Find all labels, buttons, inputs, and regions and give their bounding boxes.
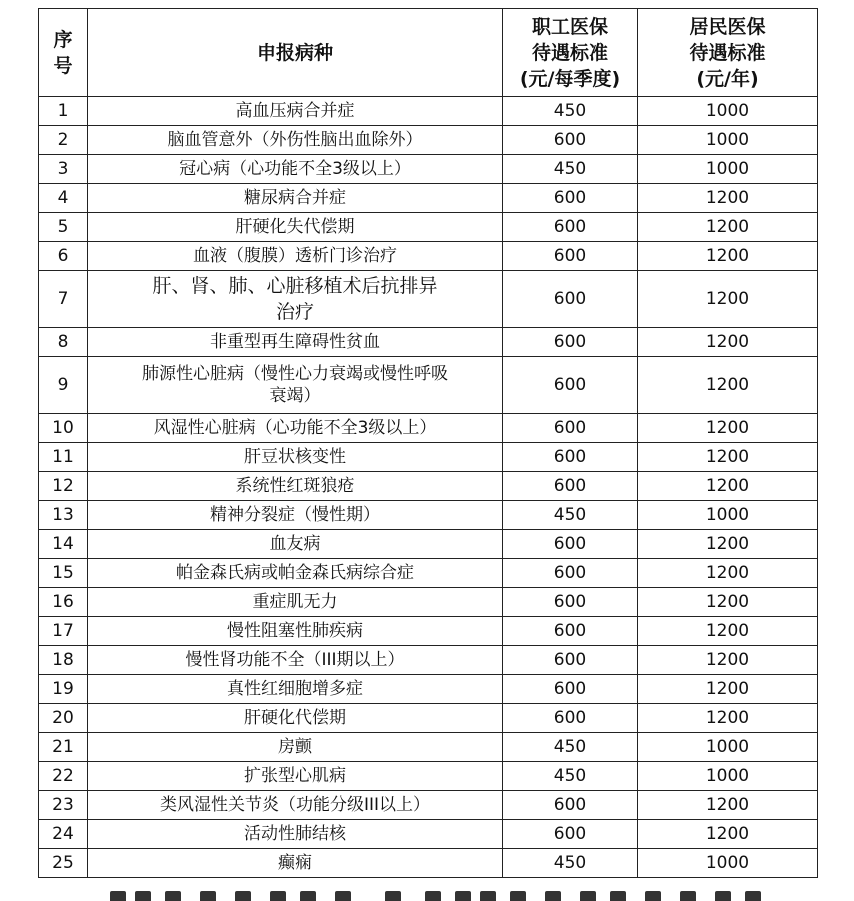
row-number: 16	[39, 588, 88, 617]
cropped-glyph	[335, 891, 351, 901]
table-row	[39, 820, 818, 849]
disease-name	[88, 733, 503, 762]
employee-standard: 600	[503, 357, 638, 414]
employee-standard: 450	[503, 762, 638, 791]
disease-name	[88, 704, 503, 733]
resident-standard: 1200	[638, 646, 818, 675]
disease-name-line: 类风湿性关节炎（功能分级III以上）	[159, 795, 431, 815]
employee-standard: 450	[503, 501, 638, 530]
row-number: 25	[39, 849, 88, 878]
disease-name-line: 血友病	[269, 534, 321, 554]
header-disease: 申报病种	[88, 9, 503, 97]
cropped-glyph	[645, 891, 661, 901]
cropped-glyph	[455, 891, 471, 901]
employee-standard: 600	[503, 791, 638, 820]
cropped-glyph	[135, 891, 151, 901]
disease-name-line: 肺源性心脏病（慢性心力衰竭或慢性呼吸	[142, 364, 448, 384]
employee-standard: 450	[503, 97, 638, 126]
header-employee: 职工医保 待遇标准 (元/每季度)	[503, 9, 638, 97]
employee-standard: 600	[503, 126, 638, 155]
row-number: 24	[39, 820, 88, 849]
disease-name	[88, 184, 503, 213]
table-row	[39, 242, 818, 271]
row-number: 14	[39, 530, 88, 559]
disease-name	[88, 849, 503, 878]
disease-name	[88, 357, 503, 414]
employee-standard: 450	[503, 733, 638, 762]
employee-standard: 600	[503, 617, 638, 646]
disease-name	[88, 271, 503, 328]
resident-standard: 1200	[638, 617, 818, 646]
disease-name-line: 癫痫	[278, 853, 312, 873]
disease-name-line: 衰竭）	[269, 386, 321, 406]
disease-name-line: 冠心病（心功能不全3级以上）	[179, 159, 411, 179]
cropped-glyph	[680, 891, 696, 901]
disease-name-line: 血液（腹膜）透析门诊治疗	[193, 246, 397, 266]
disease-name-line: 风湿性心脏病（心功能不全3级以上）	[153, 418, 437, 438]
table-row	[39, 271, 818, 328]
cropped-glyph	[745, 891, 761, 901]
cropped-glyph	[270, 891, 286, 901]
disease-name-line: 慢性阻塞性肺疾病	[227, 621, 363, 641]
benefit-table	[38, 8, 818, 878]
table-row	[39, 849, 818, 878]
table-row	[39, 646, 818, 675]
resident-standard: 1200	[638, 242, 818, 271]
cropped-glyph	[385, 891, 401, 901]
employee-standard: 600	[503, 646, 638, 675]
disease-name	[88, 213, 503, 242]
disease-name	[88, 675, 503, 704]
disease-name-line: 重症肌无力	[252, 592, 338, 612]
row-number: 1	[39, 97, 88, 126]
cropped-glyph	[300, 891, 316, 901]
resident-standard: 1000	[638, 97, 818, 126]
disease-name	[88, 328, 503, 357]
disease-name-line: 肝、肾、肺、心脏移植术后抗排异	[152, 275, 438, 297]
resident-standard: 1000	[638, 126, 818, 155]
row-number: 8	[39, 328, 88, 357]
table-row	[39, 501, 818, 530]
cropped-glyph	[510, 891, 526, 901]
resident-standard: 1200	[638, 357, 818, 414]
resident-standard: 1200	[638, 675, 818, 704]
disease-name	[88, 126, 503, 155]
disease-name	[88, 155, 503, 184]
cropped-glyph	[200, 891, 216, 901]
table-row	[39, 588, 818, 617]
employee-standard: 600	[503, 184, 638, 213]
row-number: 7	[39, 271, 88, 328]
row-number: 11	[39, 443, 88, 472]
resident-standard: 1000	[638, 733, 818, 762]
disease-name-line: 房颤	[278, 737, 312, 757]
disease-name	[88, 762, 503, 791]
cropped-glyph	[425, 891, 441, 901]
table-row	[39, 97, 818, 126]
cropped-glyph	[545, 891, 561, 901]
row-number: 20	[39, 704, 88, 733]
row-number: 23	[39, 791, 88, 820]
table-row	[39, 357, 818, 414]
row-number: 15	[39, 559, 88, 588]
disease-name	[88, 617, 503, 646]
resident-standard: 1200	[638, 791, 818, 820]
table-row	[39, 328, 818, 357]
row-number: 2	[39, 126, 88, 155]
disease-name	[88, 501, 503, 530]
disease-name-line: 扩张型心肌病	[244, 766, 346, 786]
disease-name	[88, 820, 503, 849]
disease-name-line: 高血压病合并症	[235, 101, 355, 121]
resident-standard: 1200	[638, 328, 818, 357]
employee-standard: 600	[503, 414, 638, 443]
header-resident: 居民医保 待遇标准 (元/年)	[638, 9, 818, 97]
table-body	[39, 97, 818, 878]
row-number: 21	[39, 733, 88, 762]
table-row	[39, 675, 818, 704]
disease-name-line: 肝硬化代偿期	[244, 708, 346, 728]
employee-standard: 450	[503, 155, 638, 184]
disease-name	[88, 242, 503, 271]
employee-standard: 600	[503, 213, 638, 242]
disease-name	[88, 646, 503, 675]
table-row	[39, 530, 818, 559]
resident-standard: 1000	[638, 849, 818, 878]
cropped-glyph	[580, 891, 596, 901]
cropped-text-line	[0, 887, 854, 901]
disease-name-line: 脑血管意外（外伤性脑出血除外）	[167, 130, 423, 150]
table-row	[39, 126, 818, 155]
row-number: 12	[39, 472, 88, 501]
disease-name-line: 真性红细胞增多症	[227, 679, 363, 699]
table-row	[39, 733, 818, 762]
row-number: 18	[39, 646, 88, 675]
disease-name	[88, 791, 503, 820]
row-number: 5	[39, 213, 88, 242]
employee-standard: 600	[503, 559, 638, 588]
employee-standard: 600	[503, 820, 638, 849]
resident-standard: 1200	[638, 588, 818, 617]
table-row	[39, 559, 818, 588]
cropped-glyph	[610, 891, 626, 901]
disease-name-line: 非重型再生障碍性贫血	[210, 332, 380, 352]
table-row	[39, 762, 818, 791]
cropped-glyph	[235, 891, 251, 901]
resident-standard: 1000	[638, 501, 818, 530]
resident-standard: 1200	[638, 443, 818, 472]
resident-standard: 1200	[638, 820, 818, 849]
resident-standard: 1200	[638, 213, 818, 242]
resident-standard: 1200	[638, 530, 818, 559]
employee-standard: 600	[503, 530, 638, 559]
disease-name-line: 系统性红斑狼疮	[235, 476, 355, 496]
employee-standard: 600	[503, 704, 638, 733]
resident-standard: 1200	[638, 184, 818, 213]
resident-standard: 1200	[638, 414, 818, 443]
table-row	[39, 414, 818, 443]
disease-name	[88, 443, 503, 472]
disease-name	[88, 588, 503, 617]
disease-name	[88, 559, 503, 588]
resident-standard: 1200	[638, 472, 818, 501]
disease-name-line: 糖尿病合并症	[244, 188, 346, 208]
resident-standard: 1200	[638, 271, 818, 328]
resident-standard: 1000	[638, 762, 818, 791]
table-row	[39, 617, 818, 646]
disease-name-line: 帕金森氏病或帕金森氏病综合症	[176, 563, 414, 583]
row-number: 3	[39, 155, 88, 184]
disease-name-line: 肝硬化失代偿期	[235, 217, 355, 237]
row-number: 22	[39, 762, 88, 791]
row-number: 6	[39, 242, 88, 271]
resident-standard: 1000	[638, 155, 818, 184]
table-row	[39, 791, 818, 820]
resident-standard: 1200	[638, 559, 818, 588]
row-number: 10	[39, 414, 88, 443]
row-number: 17	[39, 617, 88, 646]
table-row	[39, 155, 818, 184]
header-row	[39, 9, 818, 97]
disease-name-line: 肝豆状核变性	[244, 447, 346, 467]
disease-name	[88, 97, 503, 126]
disease-name	[88, 414, 503, 443]
cropped-glyph	[480, 891, 496, 901]
row-number: 4	[39, 184, 88, 213]
employee-standard: 600	[503, 443, 638, 472]
employee-standard: 600	[503, 271, 638, 328]
resident-standard: 1200	[638, 704, 818, 733]
cropped-glyph	[110, 891, 126, 901]
employee-standard: 600	[503, 472, 638, 501]
header-no: 序 号	[39, 9, 88, 97]
row-number: 9	[39, 357, 88, 414]
employee-standard: 600	[503, 588, 638, 617]
row-number: 13	[39, 501, 88, 530]
table-row	[39, 443, 818, 472]
cropped-glyph	[715, 891, 731, 901]
disease-name	[88, 472, 503, 501]
disease-name	[88, 530, 503, 559]
employee-standard: 450	[503, 849, 638, 878]
row-number: 19	[39, 675, 88, 704]
employee-standard: 600	[503, 328, 638, 357]
table-row	[39, 213, 818, 242]
table-row	[39, 472, 818, 501]
employee-standard: 600	[503, 242, 638, 271]
table-row	[39, 704, 818, 733]
disease-name-line: 精神分裂症（慢性期）	[210, 505, 380, 525]
disease-name-line: 治疗	[275, 301, 314, 323]
employee-standard: 600	[503, 675, 638, 704]
cropped-glyph	[165, 891, 181, 901]
table-row	[39, 184, 818, 213]
disease-name-line: 慢性肾功能不全（III期以上）	[185, 650, 405, 670]
disease-name-line: 活动性肺结核	[244, 824, 346, 844]
